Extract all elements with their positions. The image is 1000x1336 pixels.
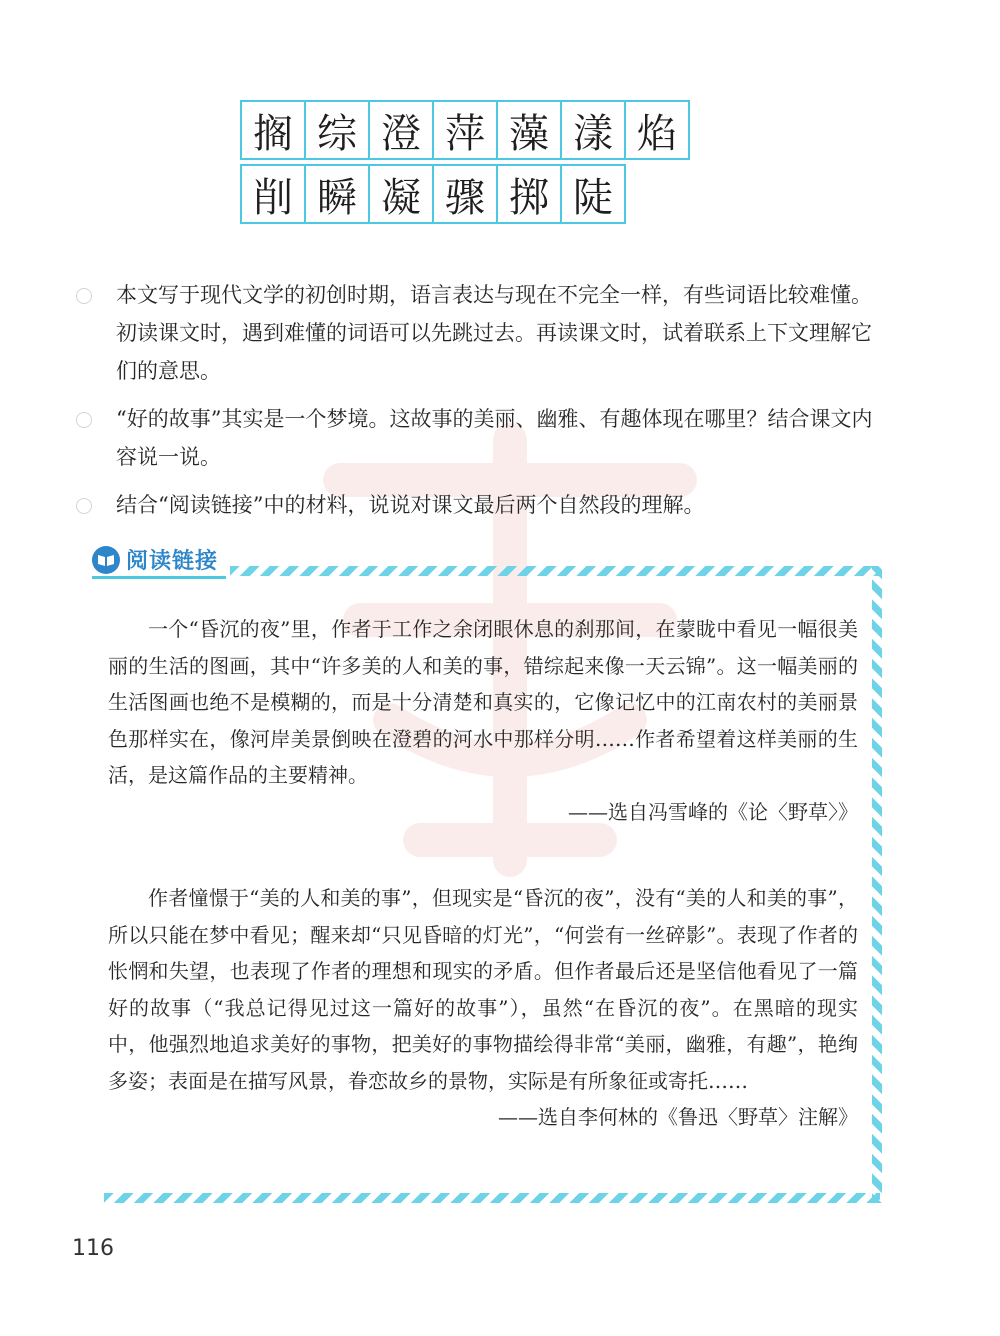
frame-border-right <box>872 566 882 1203</box>
character-row-2 <box>240 164 688 224</box>
character-cell: 搁 <box>240 100 306 160</box>
passage-text: 一个“昏沉的夜”里，作者于工作之余闭眼休息的刹那间，在蒙眬中看见一幅很美丽的生活的图画，其中“许多美的人和美的事，错综起来像一天云锦”。这一幅美丽的生活图画也绝不是模糊的，而是十分清楚和真实的，它像记忆中的江南农村的美丽景色那样实在，像河岸美景倒映在澄碧的河水中那样分明……作者希望着这样美丽的生活，是这篇作品的主要精神。 <box>108 617 858 787</box>
question-text: 结合“阅读链接”中的材料，说说对课文最后两个自然段的理解。 <box>116 493 705 517</box>
reading-passage-1 <box>108 611 858 830</box>
book-icon <box>92 546 120 574</box>
character-cell: 瞬 <box>304 164 370 224</box>
question-text: 本文写于现代文学的初创时期，语言表达与现在不完全一样，有些词语比较难懂。初读课文时，遇到难懂的词语可以先跳过去。再读课文时，试着联系上下文理解它们的意思。 <box>116 283 872 383</box>
question-item <box>72 276 892 390</box>
page-number: 116 <box>72 1236 114 1261</box>
heading-underline <box>92 576 226 579</box>
reading-link-title: 阅读链接 <box>126 549 219 574</box>
character-cell: 综 <box>304 100 370 160</box>
circle-bullet-icon <box>76 412 92 428</box>
character-grid <box>240 100 688 228</box>
character-cell: 藻 <box>496 100 562 160</box>
passage-source: ——选自冯雪峰的《论〈野草〉》 <box>568 799 858 824</box>
character-cell: 骤 <box>432 164 498 224</box>
passage-source: ——选自李何林的《鲁迅〈野草〉注解》 <box>498 1105 858 1129</box>
question-item <box>72 400 892 476</box>
question-item <box>72 486 892 524</box>
character-cell: 陡 <box>560 164 626 224</box>
character-cell: 萍 <box>432 100 498 160</box>
reading-passage-2 <box>108 880 858 1136</box>
frame-border-bottom <box>104 1193 880 1203</box>
character-cell: 澄 <box>368 100 434 160</box>
passage-text: 作者憧憬于“美的人和美的事”，但现实是“昏沉的夜”，没有“美的人和美的事”，所以只能在梦中看见；醒来却“只见昏暗的灯光”，“何尝有一丝碎影”。表现了作者的怅惘和失望，也表现了作者的理想和现实的矛盾。但作者最后还是坚信他看见了一篇好的故事（“我总记得见过这一篇好的故事”），虽然“在昏沉的夜”。在黑暗的现实中，他强烈地追求美好的事物，把美好的事物描绘得非常“美丽，幽雅，有趣”，艳绚多姿；表面是在描写风景，眷恋故乡的景物，实际是有所象征或寄托…… <box>108 886 858 1093</box>
character-row-1 <box>240 100 688 160</box>
character-cell: 漾 <box>560 100 626 160</box>
circle-bullet-icon <box>76 498 92 514</box>
reading-link-heading <box>92 544 218 575</box>
character-cell: 掷 <box>496 164 562 224</box>
character-cell: 焰 <box>624 100 690 160</box>
question-text: “好的故事”其实是一个梦境。这故事的美丽、幽雅、有趣体现在哪里？结合课文内容说一说。 <box>116 407 873 469</box>
character-cell: 削 <box>240 164 306 224</box>
question-list <box>72 276 892 534</box>
frame-border-top <box>230 566 880 576</box>
circle-bullet-icon <box>76 288 92 304</box>
character-cell: 凝 <box>368 164 434 224</box>
